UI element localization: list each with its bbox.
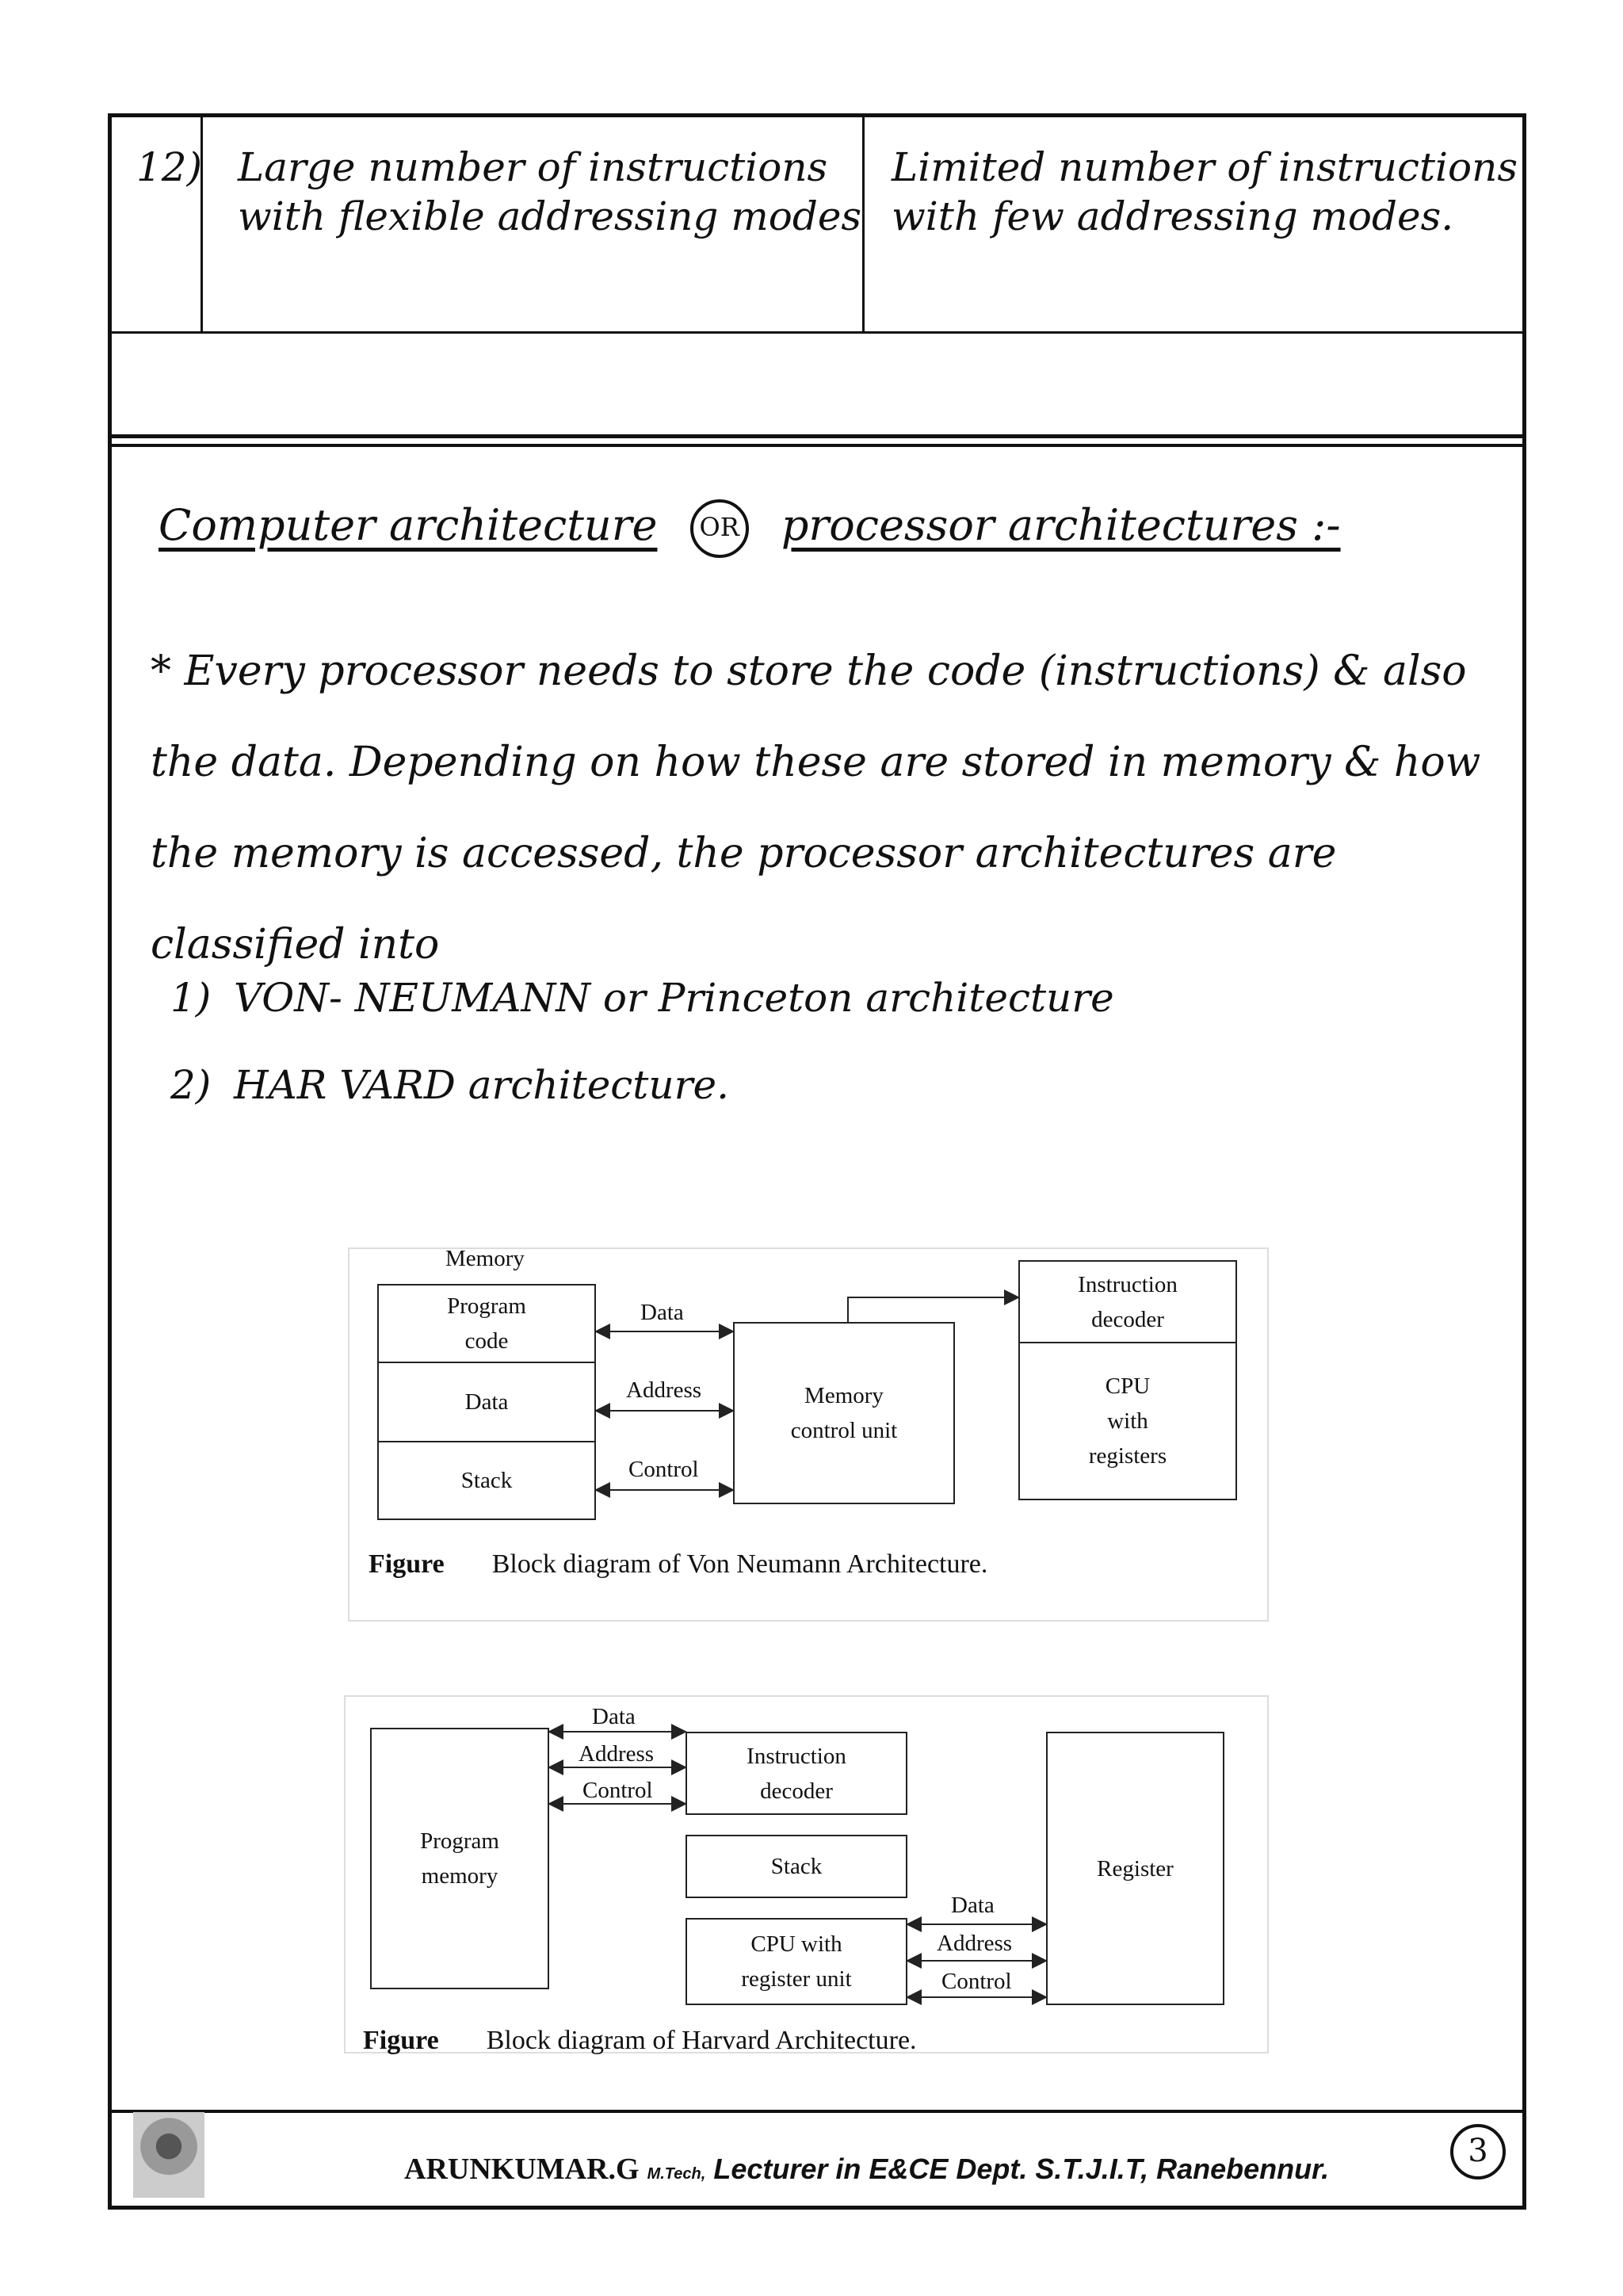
vn-cpu: CPU with registers (1018, 1342, 1237, 1500)
footer-rest: Lecturer in E&CE Dept. S.T.J.I.T, Ranebennur. (713, 2153, 1330, 2185)
author-logo (133, 2112, 204, 2198)
hv-cpu: CPU with register unit (685, 1918, 907, 2005)
vn-control-label: Control (628, 1457, 699, 1482)
vn-instruction-decoder: Instruction decoder (1018, 1260, 1237, 1343)
cisc-cell: Large number of instructions with flexible addressing modes (238, 144, 862, 239)
vn-memory-control-unit: Memory control unit (733, 1322, 955, 1504)
vn-data-block: Data (377, 1362, 596, 1442)
heading-left: Computer architecture (158, 500, 658, 550)
vn-program-code: Program code (377, 1284, 596, 1363)
or-badge: OR (690, 499, 749, 558)
footer-credit (404, 2152, 1329, 2187)
footer-rule (108, 2110, 1526, 2113)
vn-data-label: Data (640, 1300, 684, 1325)
row-number: 12) (136, 144, 203, 190)
list-text: VON- NEUMANN or Princeton architecture (234, 975, 1114, 1021)
hv-control-label: Control (582, 1778, 653, 1803)
vn-caption-label: Figure (369, 1549, 445, 1579)
vn-stack-block: Stack (377, 1441, 596, 1520)
hv-stack: Stack (685, 1835, 907, 1898)
hv-caption-label: Figure (363, 2026, 439, 2055)
list-number: 2) (170, 1062, 212, 1108)
list-number: 1) (170, 975, 212, 1021)
hv-data-label: Data (592, 1704, 636, 1729)
hv-register: Register (1046, 1732, 1224, 2005)
risc-cell: Limited number of instructions with few addressing modes. (892, 144, 1518, 239)
hv-instruction-decoder: Instruction decoder (685, 1732, 907, 1815)
hv-reg-data-label: Data (951, 1893, 995, 1918)
hv-reg-control-label: Control (941, 1969, 1012, 1994)
hv-caption (363, 2026, 917, 2056)
hv-reg-address-label: Address (937, 1931, 1013, 1956)
footer-name: ARUNKUMAR.G (404, 2153, 640, 2186)
vn-memory-title: Memory (445, 1246, 525, 1271)
footer-degree: M.Tech, (647, 2165, 706, 2183)
page-number: 3 (1450, 2124, 1506, 2179)
heading-right: processor architectures :- (781, 500, 1341, 550)
hv-program-memory: Program memory (370, 1728, 549, 1989)
hv-address-label: Address (579, 1741, 655, 1767)
hv-caption-text: Block diagram of Harvard Architecture. (486, 2026, 917, 2055)
intro-paragraph: * Every processor needs to store the code (instructions) & also the data. Depending on how these are stored in memory & how the memory is accessed, the processor architectures are classified into (151, 648, 1481, 968)
vn-caption-text: Block diagram of Von Neumann Architecture. (491, 1549, 988, 1579)
list-text: HAR VARD architecture. (234, 1062, 729, 1108)
vn-address-label: Address (626, 1377, 702, 1403)
